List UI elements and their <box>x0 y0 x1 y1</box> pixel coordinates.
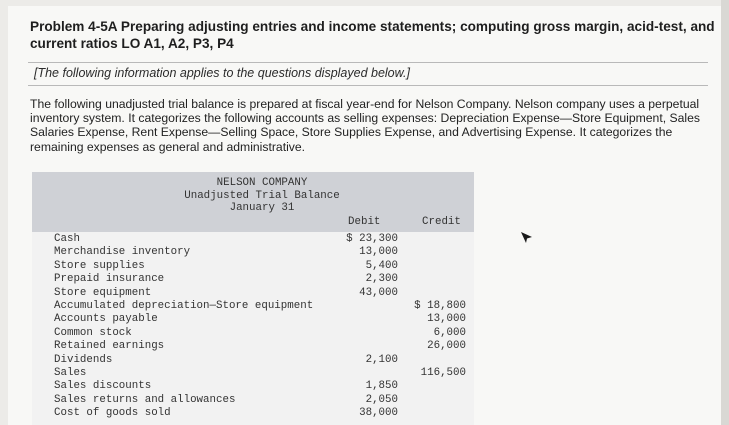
debit-amount: 13,000 <box>359 246 398 259</box>
problem-description: The following unadjusted trial balance is prepared at fiscal year-end for Nelson Company. Nelson company uses a perpetual inventory system. It categorizes the following accounts as selling expenses: Depreciation Expense—Store Equipment, Sales Salaries Expense, Rent Expense—Selling Space, Store Supplies Expense, and Advertising Expense. It categorizes the remaining expenses as general and administrative. <box>30 97 700 154</box>
account-name: Sales <box>54 366 87 379</box>
account-name: Cost of goods sold <box>54 407 171 420</box>
trial-balance-rows <box>32 233 474 420</box>
table-row <box>32 287 474 300</box>
account-name: Store equipment <box>54 286 152 299</box>
table-row <box>32 380 474 393</box>
debit-column-header: Debit <box>348 216 381 228</box>
credit-amount: 116,500 <box>420 366 466 379</box>
account-name: Accounts payable <box>54 313 158 326</box>
debit-amount: 2,100 <box>365 353 398 366</box>
debit-amount: 2,300 <box>365 273 398 286</box>
trial-balance-header <box>32 172 474 232</box>
debit-amount: 5,400 <box>365 259 398 272</box>
table-row <box>32 394 474 407</box>
account-name: Sales returns and allowances <box>54 393 236 406</box>
debit-amount: $ 23,300 <box>346 233 398 245</box>
table-row <box>32 354 474 367</box>
info-note-box <box>28 62 708 86</box>
credit-amount: $ 18,800 <box>414 299 466 312</box>
problem-title: Problem 4-5A Preparing adjusting entries and income statements; computing gross margin, acid-test, and current ratios LO A1, A2, P3, P4 <box>30 19 715 51</box>
trial-balance-title-block <box>162 177 362 215</box>
table-row <box>32 367 474 380</box>
debit-amount: 2,050 <box>365 393 398 406</box>
account-name: Retained earnings <box>54 340 165 353</box>
account-name: Common stock <box>54 326 132 339</box>
table-row <box>32 233 474 246</box>
table-row <box>32 313 474 326</box>
credit-amount: 6,000 <box>433 326 466 339</box>
problem-page <box>8 6 721 425</box>
account-name: Store supplies <box>54 259 145 272</box>
account-name: Cash <box>54 233 80 245</box>
account-name: Merchandise inventory <box>54 246 191 259</box>
table-row <box>32 246 474 259</box>
info-note: [The following information applies to the questions displayed below.] <box>34 66 410 80</box>
trial-balance-heading: Unadjusted Trial Balance <box>184 189 340 202</box>
credit-column-header: Credit <box>422 216 461 228</box>
page-edge-shadow <box>721 0 729 425</box>
table-row <box>32 260 474 273</box>
trial-balance-date: January 31 <box>229 202 295 214</box>
table-row <box>32 327 474 340</box>
debit-amount: 38,000 <box>359 407 398 420</box>
mouse-pointer-icon <box>520 231 534 245</box>
credit-amount: 13,000 <box>427 313 466 326</box>
company-name: NELSON COMPANY <box>216 177 308 189</box>
account-name: Accumulated depreciation—Store equipment <box>54 299 314 312</box>
debit-amount: 43,000 <box>359 286 398 299</box>
account-name: Prepaid insurance <box>54 273 165 286</box>
account-name: Sales discounts <box>54 380 152 393</box>
table-row <box>32 273 474 286</box>
debit-amount: 1,850 <box>365 380 398 393</box>
table-row <box>32 407 474 420</box>
table-row <box>32 340 474 353</box>
credit-amount: 26,000 <box>427 340 466 353</box>
trial-balance-table <box>32 172 474 425</box>
table-row <box>32 300 474 313</box>
account-name: Dividends <box>54 353 113 366</box>
